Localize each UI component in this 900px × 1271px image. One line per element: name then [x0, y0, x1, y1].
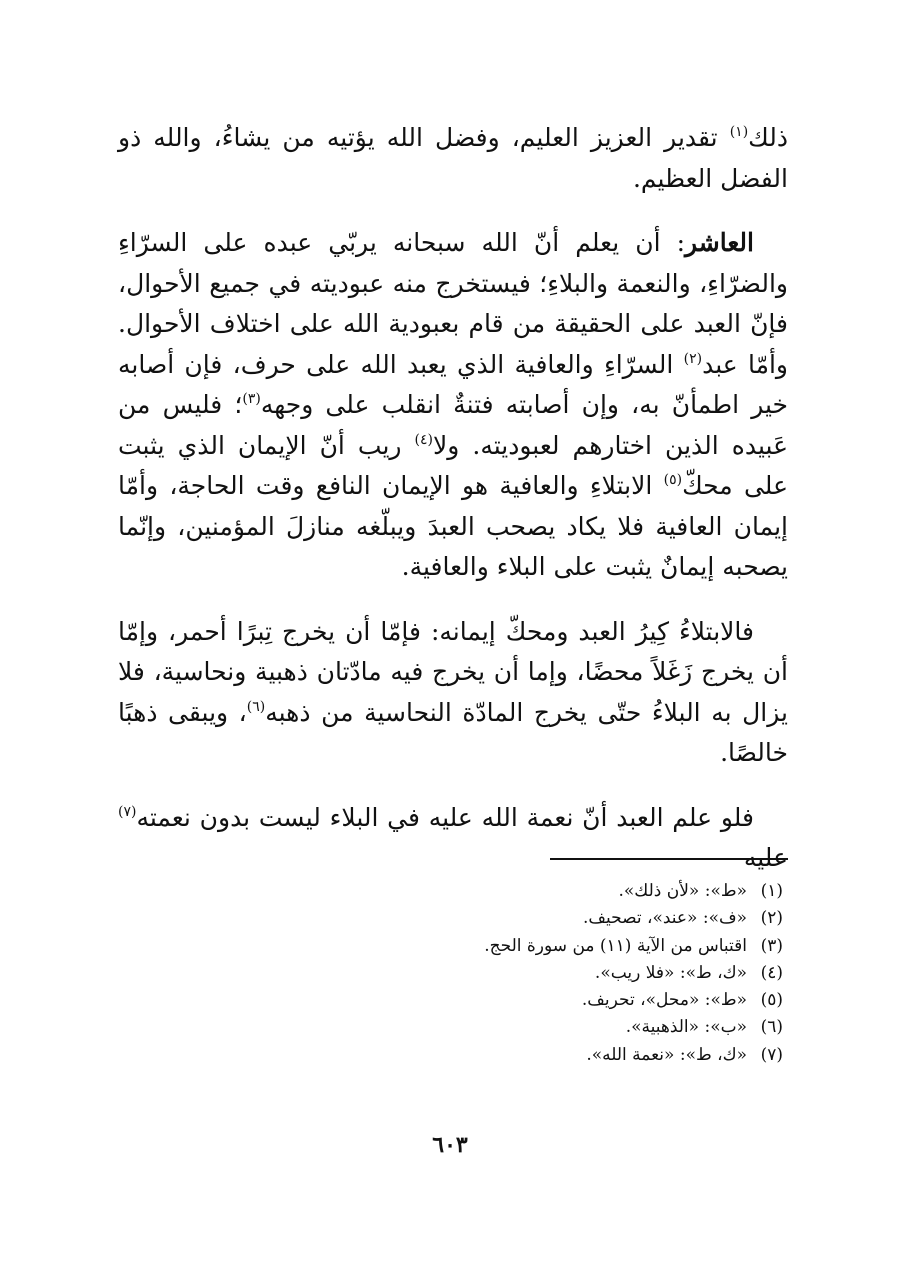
- footnote-ref-1[interactable]: (١): [729, 124, 749, 140]
- text-run: السرّاءِ والعافية الذي يعبد الله على حرف، فإن أصابه خير اطمأنّ به، وإن أصابته فتنةٌ انقلب على وجهه: [118, 349, 788, 419]
- footnote-number: (٣): [760, 935, 783, 956]
- footnote-text: اقتباس من الآية (١١) من سورة الحج.: [484, 935, 747, 956]
- footnote-item: [223, 960, 783, 987]
- footnote-text: «ك، ط»: «نعمة الله».: [586, 1044, 747, 1065]
- footnote-text: «ط»: «لأن ذلك».: [618, 881, 747, 901]
- footnote-item: [223, 933, 783, 960]
- footnote-ref-6[interactable]: (٦): [246, 698, 266, 715]
- footnote-ref-3[interactable]: (٣): [242, 391, 261, 407]
- text-run: ؛ فليس من عَبيده الذين اختارهم لعبوديته. ولا: [118, 390, 788, 460]
- footnotes-list: [223, 878, 783, 1069]
- footnote-number: (٢): [760, 908, 783, 929]
- text-run: فالابتلاءُ كِيرُ العبد ومحكّ إيمانه: فإمّا أن يخرج تِبرًا أحمر، وإمّا أن يخرج زَغَلاً محضًا، وإما أن يخرج فيه مادّتان ذهبية ونحاسية، فلا يزال به البلاءُ حتّى يخرج المادّة النحاسية من ذهبه: [118, 616, 789, 727]
- footnote-number: (٥): [760, 990, 783, 1011]
- main-text: [118, 118, 788, 879]
- page-number: ٦٠٣: [432, 1132, 468, 1158]
- text-run: فلو علم العبد أنّ نعمة الله عليه في البلاء ليست بدون نعمته: [136, 802, 754, 832]
- footnote-number: (٤): [760, 962, 783, 983]
- footnote-item: [223, 878, 783, 905]
- text-run: تقدير العزيز العليم، وفضل الله يؤتيه من يشاءُ، والله ذو الفضل العظيم.: [118, 123, 788, 193]
- footnote-ref-5[interactable]: (٥): [663, 472, 683, 488]
- footnote-divider: [550, 858, 788, 860]
- paragraph-1: [118, 118, 788, 199]
- section-lead: العاشر: [685, 228, 754, 257]
- paragraph-4: [118, 798, 788, 879]
- footnote-item: [223, 1014, 783, 1041]
- text-run: الابتلاءِ والعافية هو الإيمان النافع وقت الحاجة، وأمّا إيمان العافية فلا يكاد يصحب العبدَ ويبلّغه منازلَ المؤمنين، وإنّما يصحبه إيمانٌ يثبت على البلاء والعافية.: [118, 471, 788, 581]
- footnote-text: «ط»: «محل»، تحريف.: [581, 990, 747, 1011]
- text-run: : أن يعلم أنّ الله سبحانه يربّي عبده على السرّاءِ والضرّاءِ، والنعمة والبلاءِ؛ فيستخرج منه عبوديته في جميع الأحوال، فإنّ العبد على الحقيقة من قام بعبودية الله على اختلاف الأحوال. وأمّا عبد: [118, 228, 789, 379]
- paragraph-3: [118, 612, 788, 774]
- footnote-item: [223, 905, 783, 932]
- footnote-item: [223, 1042, 783, 1069]
- footnote-text: «ف»: «عند»، تصحيف.: [582, 908, 747, 929]
- text-run: ريب أنّ الإيمان الذي يثبت على محكّ: [118, 430, 789, 500]
- text-run: عليه: [743, 843, 788, 872]
- footnote-number: (١): [760, 881, 783, 901]
- footnote-text: «ك، ط»: «فلا ريب».: [594, 962, 747, 983]
- text-run: ، ويبقى ذهبًا خالصًا.: [118, 697, 788, 767]
- footnote-ref-2[interactable]: (٢): [683, 350, 703, 367]
- footnote-ref-4[interactable]: (٤): [414, 431, 434, 448]
- text-run: ذلك: [748, 123, 788, 152]
- footnote-number: (٦): [760, 1017, 783, 1038]
- footnote-text: «ب»: «الذهبية».: [625, 1017, 747, 1038]
- footnote-number: (٧): [760, 1044, 783, 1065]
- footnote-item: [223, 987, 783, 1014]
- paragraph-2: [118, 223, 788, 588]
- footnote-ref-7[interactable]: (٧): [118, 803, 137, 820]
